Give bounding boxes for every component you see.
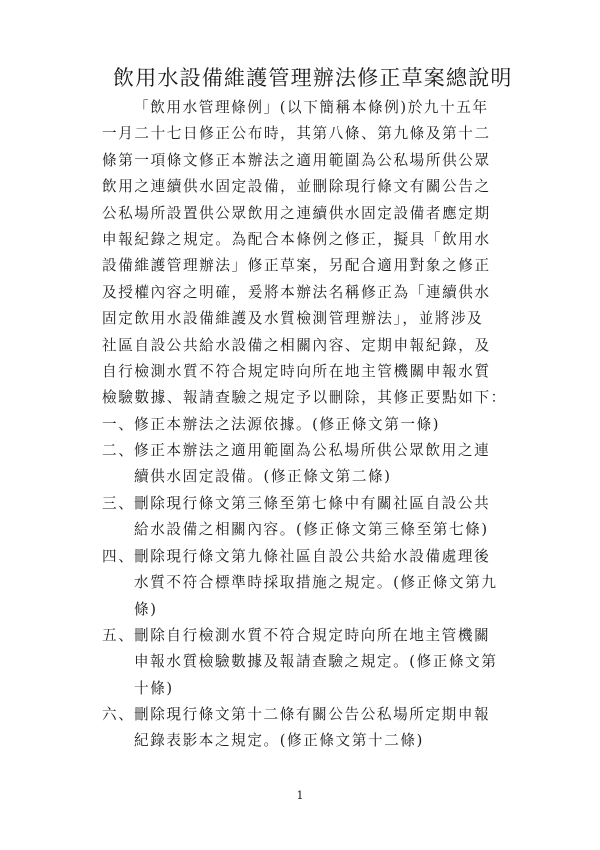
item-number: 二、 [102, 442, 135, 459]
item-line: 續供水固定設備。(修正條文第二條) [134, 468, 392, 486]
intro-line: 自行檢測水質不符合規定時向所在地主管機關申報水質 [102, 363, 491, 380]
intro-line: 飲用之連續供水固定設備，並刪除現行條文有關公告之 [102, 178, 491, 195]
item-number: 四、 [102, 548, 135, 565]
item-line: 水質不符合標準時採取措施之規定。(修正條文第九 [134, 574, 498, 592]
intro-line: 公私場所設置供公眾飲用之連續供水固定設備者應定期 [102, 205, 491, 222]
document-title: 飲用水設備維護管理辦法修正草案總說明 [113, 66, 513, 90]
item-text [134, 703, 534, 756]
item-line: 給水設備之相關內容。(修正條文第三條至第七條) [134, 521, 489, 539]
item-number: 一、 [102, 416, 135, 433]
intro-line: 及授權內容之明確，爰將本辦法名稱修正為「連續供水 [102, 284, 491, 301]
item-number: 六、 [102, 706, 135, 723]
intro-line: 設備維護管理辦法」修正草案，另配合適用對象之修正 [102, 257, 491, 274]
item-line: 刪除現行條文第三條至第七條中有關社區自設公共 [134, 495, 491, 512]
item-text [134, 624, 534, 703]
item-text [134, 413, 534, 439]
item-text [134, 492, 534, 545]
item-line: 條) [134, 600, 158, 618]
item-number: 五、 [102, 627, 135, 644]
item-line: 刪除現行條文第九條社區自設公共給水設備處理後 [134, 548, 491, 565]
item-line: 刪除自行檢測水質不符合規定時向所在地主管機關 [134, 627, 491, 644]
item-line: 修正本辦法之法源依據。(修正條文第一條) [134, 416, 441, 433]
intro-line: 申報紀錄之規定。為配合本條例之修正，擬具「飲用水 [102, 231, 491, 248]
intro-line: 檢驗數據、報請查驗之規定予以刪除，其修正要點如下： [102, 389, 507, 406]
item-number: 三、 [102, 495, 135, 512]
item-text [134, 439, 534, 492]
item-text [134, 545, 534, 624]
intro-line: 固定飲用水設備維護及水質檢測管理辦法」，並將涉及 [102, 310, 484, 327]
intro-line: 條第一項條文修正本辦法之適用範圍為公私場所供公眾 [102, 152, 491, 169]
page-number: 1 [296, 789, 304, 802]
item-line: 紀錄表影本之規定。(修正條文第十二條) [134, 732, 424, 750]
item-line: 修正本辦法之適用範圍為公私場所供公眾飲用之連 [134, 442, 491, 459]
item-line: 刪除現行條文第十二條有關公告公私場所定期申報 [134, 706, 491, 723]
intro-line: 「飲用水管理條例」(以下簡稱本條例)於九十五年 [134, 99, 489, 116]
item-line: 十條) [134, 679, 174, 697]
intro-line: 社區自設公共給水設備之相關內容、定期申報紀錄，及 [102, 337, 491, 354]
item-line: 申報水質檢驗數據及報請查驗之規定。(修正條文第 [134, 653, 498, 671]
intro-line: 一月二十七日修正公布時，其第八條、第九條及第十二 [102, 125, 491, 142]
